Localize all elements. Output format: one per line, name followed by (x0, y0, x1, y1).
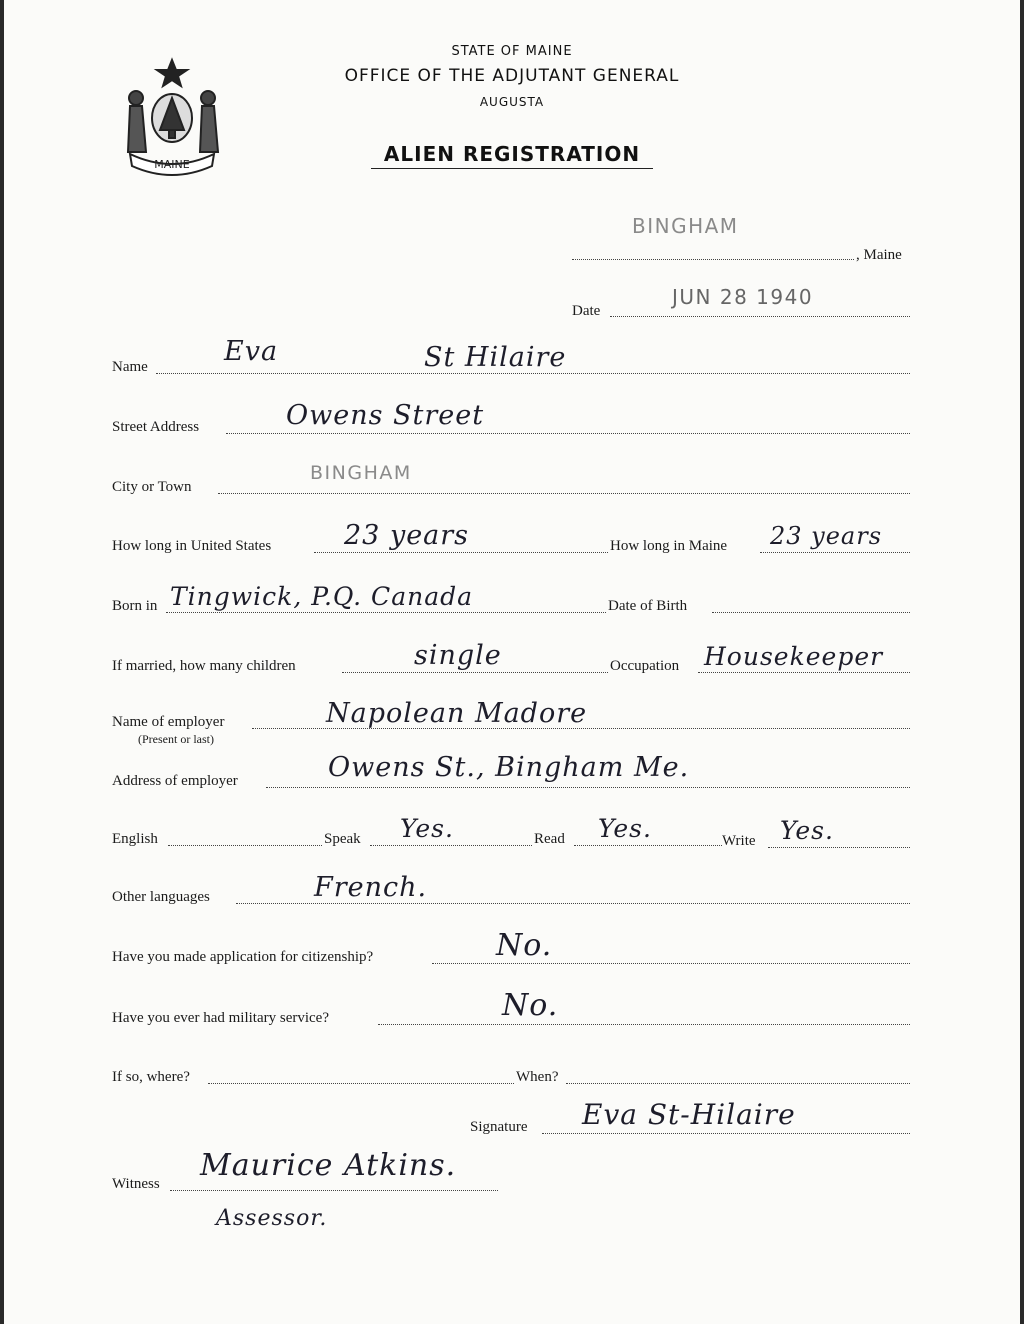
employer-label: Name of employer (112, 714, 225, 730)
other-languages-value: French. (314, 872, 428, 903)
occupation-value: Housekeeper (704, 642, 884, 671)
name-first-value: Eva (224, 336, 279, 367)
employer-address-value: Owens St., Bingham Me. (328, 752, 690, 783)
page-title: ALIEN REGISTRATION (383, 142, 641, 166)
witness-title: Assessor. (216, 1206, 328, 1231)
date-stamp: JUN 28 1940 (672, 285, 814, 309)
us-duration-value: 23 years (344, 520, 470, 551)
street-value: Owens Street (286, 400, 485, 431)
citizenship-value: No. (496, 928, 553, 963)
registration-form (4, 0, 1020, 1324)
speak-label: Speak (324, 831, 361, 847)
dob-label: Date of Birth (608, 598, 688, 614)
me-duration-label: How long in Maine (610, 538, 728, 554)
read-label: Read (534, 831, 565, 847)
employer-value: Napolean Madore (326, 698, 588, 729)
where-label: If so, where? (112, 1069, 190, 1085)
signature-value: Eva St-Hilaire (582, 1098, 796, 1131)
speak-value: Yes. (400, 814, 454, 843)
date-label: Date (572, 303, 601, 319)
city-label: City or Town (112, 479, 192, 495)
occupation-label: Occupation (610, 658, 680, 674)
children-value: single (414, 640, 502, 671)
born-value: Tingwick, P.Q. Canada (170, 582, 474, 611)
name-last-value: St Hilaire (424, 342, 567, 373)
title-underline (371, 168, 653, 169)
employer-address-label: Address of employer (112, 773, 238, 789)
write-value: Yes. (780, 816, 834, 845)
citizenship-label: Have you made application for citizenship? (112, 949, 374, 965)
when-label: When? (516, 1069, 559, 1085)
born-label: Born in (112, 598, 158, 614)
location-stamp: BINGHAM (632, 214, 739, 238)
us-duration-label: How long in United States (112, 538, 272, 554)
write-label: Write (722, 833, 756, 849)
street-label: Street Address (112, 419, 200, 435)
english-label: English (112, 831, 158, 847)
military-value: No. (502, 988, 559, 1023)
header-office: OFFICE OF THE ADJUTANT GENERAL (344, 66, 680, 86)
location-suffix: , Maine (856, 247, 902, 263)
other-languages-label: Other languages (112, 889, 210, 905)
children-label: If married, how many children (112, 658, 296, 674)
name-label: Name (112, 359, 148, 375)
me-duration-value: 23 years (770, 522, 883, 550)
signature-label: Signature (470, 1119, 528, 1135)
military-label: Have you ever had military service? (112, 1010, 329, 1026)
seal-banner-text: MAINE (154, 158, 190, 171)
read-value: Yes. (598, 814, 652, 843)
witness-value: Maurice Atkins. (200, 1148, 457, 1183)
header-city: AUGUSTA (479, 95, 545, 109)
employer-sublabel: (Present or last) (138, 732, 214, 746)
witness-label: Witness (112, 1176, 160, 1192)
header-state: STATE OF MAINE (451, 44, 573, 59)
city-stamp: BINGHAM (310, 462, 412, 484)
